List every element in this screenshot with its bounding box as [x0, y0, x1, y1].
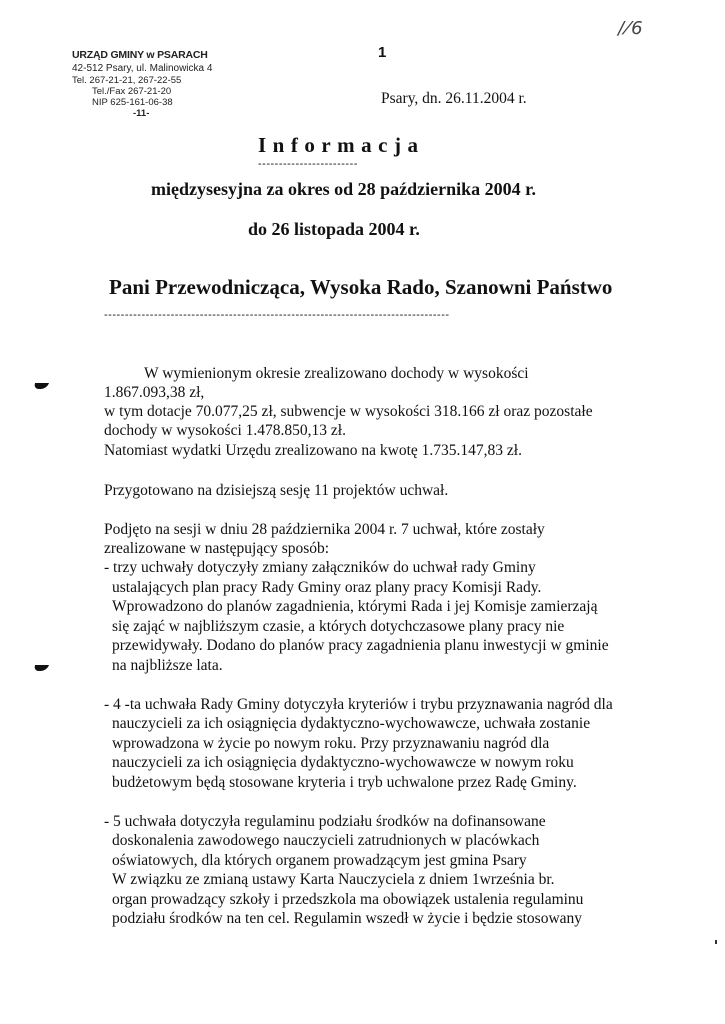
text-line: na najbliższe lata. [112, 657, 223, 674]
text-line: Natomiast wydatki Urzędu zrealizowano na kwotę 1.735.147,83 zł. [104, 442, 522, 459]
text-line: nauczycieli za ich osiągnięcia dydaktyczno-wychowawcze, uchwała zostanie [112, 715, 591, 732]
text-line: - 4 -ta uchwała Rady Gminy dotyczyła kryteriów i trybu przyznawania nagród dla [104, 696, 613, 713]
text-line: Wprowadzono do planów zagadnienia, którymi Rada i jej Komisje zamierzają [112, 598, 598, 615]
text-line: się zająć w najbliższym czasie, a których dotychczasowe plany pracy nie [112, 618, 565, 635]
text-line: 1.867.093,38 zł, [104, 384, 205, 401]
stamp-address: 42-512 Psary, ul. Malinowicka 4 [72, 63, 213, 74]
document-subtitle-line2: do 26 listopada 2004 r. [248, 219, 420, 239]
text-line: ustalających plan pracy Rady Gminy oraz plany pracy Komisji Rady. [112, 579, 542, 596]
text-line: - trzy uchwały dotyczyły zmiany załączników do uchwał rady Gminy [104, 559, 536, 576]
page-number: 1 [378, 44, 387, 61]
scan-speck [715, 940, 717, 944]
text-line: wprowadzona w życie po nowym roku. Przy przyznawaniu nagród dla [112, 735, 550, 752]
scan-artifact-mark [33, 665, 49, 671]
text-line: W wymienionym okresie zrealizowano dochody w wysokości [144, 365, 529, 382]
text-line: nauczycieli za ich osiągnięcia dydaktyczno-wychowawcze w nowym roku [112, 754, 574, 771]
stamp-office-name: URZĄD GMINY w PSARACH [72, 49, 208, 61]
text-line: zrealizowane w następujący sposób: [104, 540, 330, 557]
text-line: w tym dotacje 70.077,25 zł, subwencje w wysokości 318.166 zł oraz pozostałe [104, 403, 593, 420]
paragraph-projects: Przygotowano na dzisiejszą sesję 11 projektów uchwał. [104, 482, 449, 499]
text-line: Podjęto na sesji w dniu 28 października 2004 r. 7 uchwał, które zostały [104, 521, 545, 538]
text-line: przewidywały. Dodano do planów pracy zagadnienia planu inwestycji w gminie [112, 637, 609, 654]
stamp-phone: Tel. 267-21-21, 267-22-55 [72, 75, 182, 86]
text-line: - 5 uchwała dotyczyła regulaminu podziału środków na dofinansowane [104, 813, 546, 830]
title-underline: ------------------------ [258, 158, 358, 170]
text-line: budżetowym będą stosowane kryteria i tryb uchwalone przez Radę Gminy. [112, 774, 577, 791]
text-line: organ prowadzący szkoły i przedszkola ma obowiązek ustalenia regulaminu [112, 891, 584, 908]
text-line: W związku ze zmianą ustawy Karta Nauczyciela z dniem 1września br. [112, 871, 555, 888]
text-line: podziału środków na ten cel. Regulamin wszedł w życie i będzie stosowany [112, 910, 583, 927]
document-title: Informacja [258, 133, 425, 157]
stamp-nip: NIP 625-161-06-38 [92, 97, 173, 108]
scan-artifact-mark [33, 383, 49, 389]
text-line: dochody w wysokości 1.478.850,13 zł. [104, 422, 346, 439]
text-line: doskonalenia zawodowego nauczycieli zatrudnionych w placówkach [112, 832, 540, 849]
place-date: Psary, dn. 26.11.2004 r. [381, 90, 527, 107]
stamp-fax: Tel./Fax 267-21-20 [92, 86, 172, 97]
stamp-code: -11- [133, 108, 150, 119]
text-line: oświatowych, dla których organem prowadzącym jest gmina Psary [112, 852, 527, 869]
handwritten-page-mark: /⁄6 [618, 18, 645, 39]
salutation-underline: ----------------------------------------------------------------------------------- [104, 309, 450, 321]
document-subtitle-line1: międzysesyjna za okres od 28 października 2004 r. [151, 179, 536, 199]
salutation: Pani Przewodnicząca, Wysoka Rado, Szanowni Państwo [109, 275, 613, 299]
